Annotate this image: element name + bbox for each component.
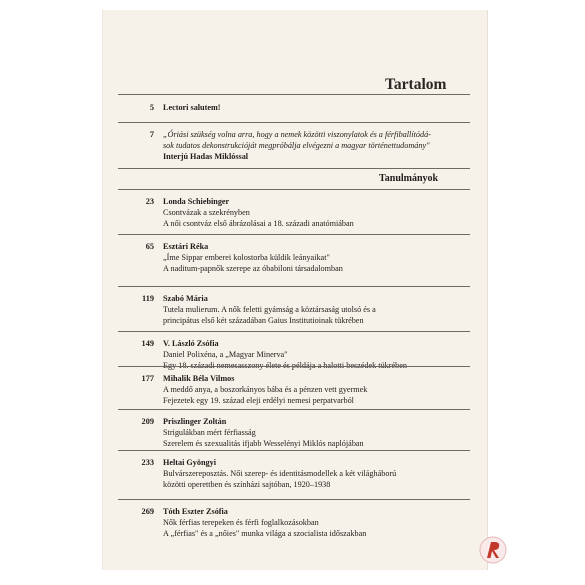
page-number: 177 <box>141 374 154 383</box>
page-number: 119 <box>142 294 154 303</box>
entry-title: „Íme Sippar emberei kolostorba küldik leányaikat" <box>163 253 330 262</box>
entry-quote-line: „Óriási szükség volna arra, hogy a nemek közötti viszonylatok és a férfiballítódá- <box>163 130 431 139</box>
page-number: 5 <box>149 103 154 112</box>
entry-subtitle: közötti operettben és színházi sajtóban, 1920–1938 <box>163 480 331 489</box>
entry-author: Esztári Réka <box>163 242 209 251</box>
entry-title: Bulvárszereposztás. Női szerep- és identitásmodellek a két világháború <box>163 469 397 478</box>
page-title: Tartalom <box>385 76 447 93</box>
entry-author: V. László Zsófia <box>163 339 219 348</box>
divider <box>118 94 470 95</box>
entry-title: Csontvázak a szekrényben <box>163 208 250 217</box>
entry-subtitle: principátus első két századában Gaius Institutioinak tükrében <box>163 316 364 325</box>
divider <box>118 331 470 332</box>
book-page <box>103 10 487 570</box>
entry-title: Tutela mulierum. A nők feletti gyámság a köztársaság utolsó és a <box>163 305 376 314</box>
entry-text <box>163 129 475 162</box>
divider <box>118 286 470 287</box>
entry-title: A meddő anya, a boszorkányos bába és a pénzen vett gyermek <box>163 385 368 394</box>
page-number: 7 <box>149 130 154 139</box>
entry-text <box>163 373 475 406</box>
divider <box>118 450 470 451</box>
divider <box>118 189 470 190</box>
entry-subtitle: A „férfias" és a „nőies" munka világa a szocialista időszakban <box>163 529 367 538</box>
entry-author: Tóth Eszter Zsófia <box>163 507 228 516</box>
entry-subtitle: Egy 18. századi nemesasszony élete és példája a halotti beszédek tükrében <box>163 361 407 370</box>
page-number: 233 <box>141 458 154 467</box>
page-number: 65 <box>145 242 154 251</box>
entry-text <box>163 293 475 326</box>
page-number: 23 <box>145 197 154 206</box>
entry-subtitle: Fejezetek egy 19. század eleji erdélyi nemesi perpatvarból <box>163 396 354 405</box>
entry-text <box>163 416 475 449</box>
divider <box>118 122 470 123</box>
entry-quote-line: sok tudatos dekonstrukcióját megpróbálja elvégezni a magyar történettudomány" <box>163 141 430 150</box>
entry-author: Londa Schiebinger <box>163 197 230 206</box>
entry-author: Mihalik Béla Vilmos <box>163 374 235 383</box>
section-heading: Tanulmányok <box>379 173 439 184</box>
entry-author: Szabó Mária <box>163 294 208 303</box>
entry-subtitle: Szerelem és szexualitás ifjabb Wesselényi Miklós naplójában <box>163 439 364 448</box>
entry-title: Strigulákban mért férfiasság <box>163 428 256 437</box>
entry-title: Nők férfias terepeken és férfi foglalkozásokban <box>163 518 319 527</box>
divider <box>118 366 470 367</box>
entry-text <box>163 506 475 539</box>
entry-text <box>163 457 475 490</box>
entry-text <box>163 196 475 229</box>
entry-author: Heltai Gyöngyi <box>163 458 216 467</box>
page-number: 149 <box>141 339 154 348</box>
entry-subtitle: A naditum-papnők szerepe az óbabiloni társadalomban <box>163 264 343 273</box>
entry-author: Interjú Hadas Miklóssal <box>163 152 249 161</box>
divider <box>118 409 470 410</box>
entry-author: Priszlinger Zoltán <box>163 417 227 426</box>
divider <box>118 234 470 235</box>
page-number: 269 <box>141 507 154 516</box>
publisher-logo-icon <box>478 535 508 565</box>
entry-text <box>163 241 475 274</box>
entry-title: Lectori salutem! <box>163 103 221 112</box>
page-number: 209 <box>141 417 154 426</box>
divider <box>118 499 470 500</box>
entry-text <box>163 102 475 113</box>
divider <box>118 168 470 169</box>
entry-title: Daniel Polixéna, a „Magyar Minerva" <box>163 350 288 359</box>
entry-subtitle: A női csontváz első ábrázolásai a 18. századi anatómiában <box>163 219 354 228</box>
